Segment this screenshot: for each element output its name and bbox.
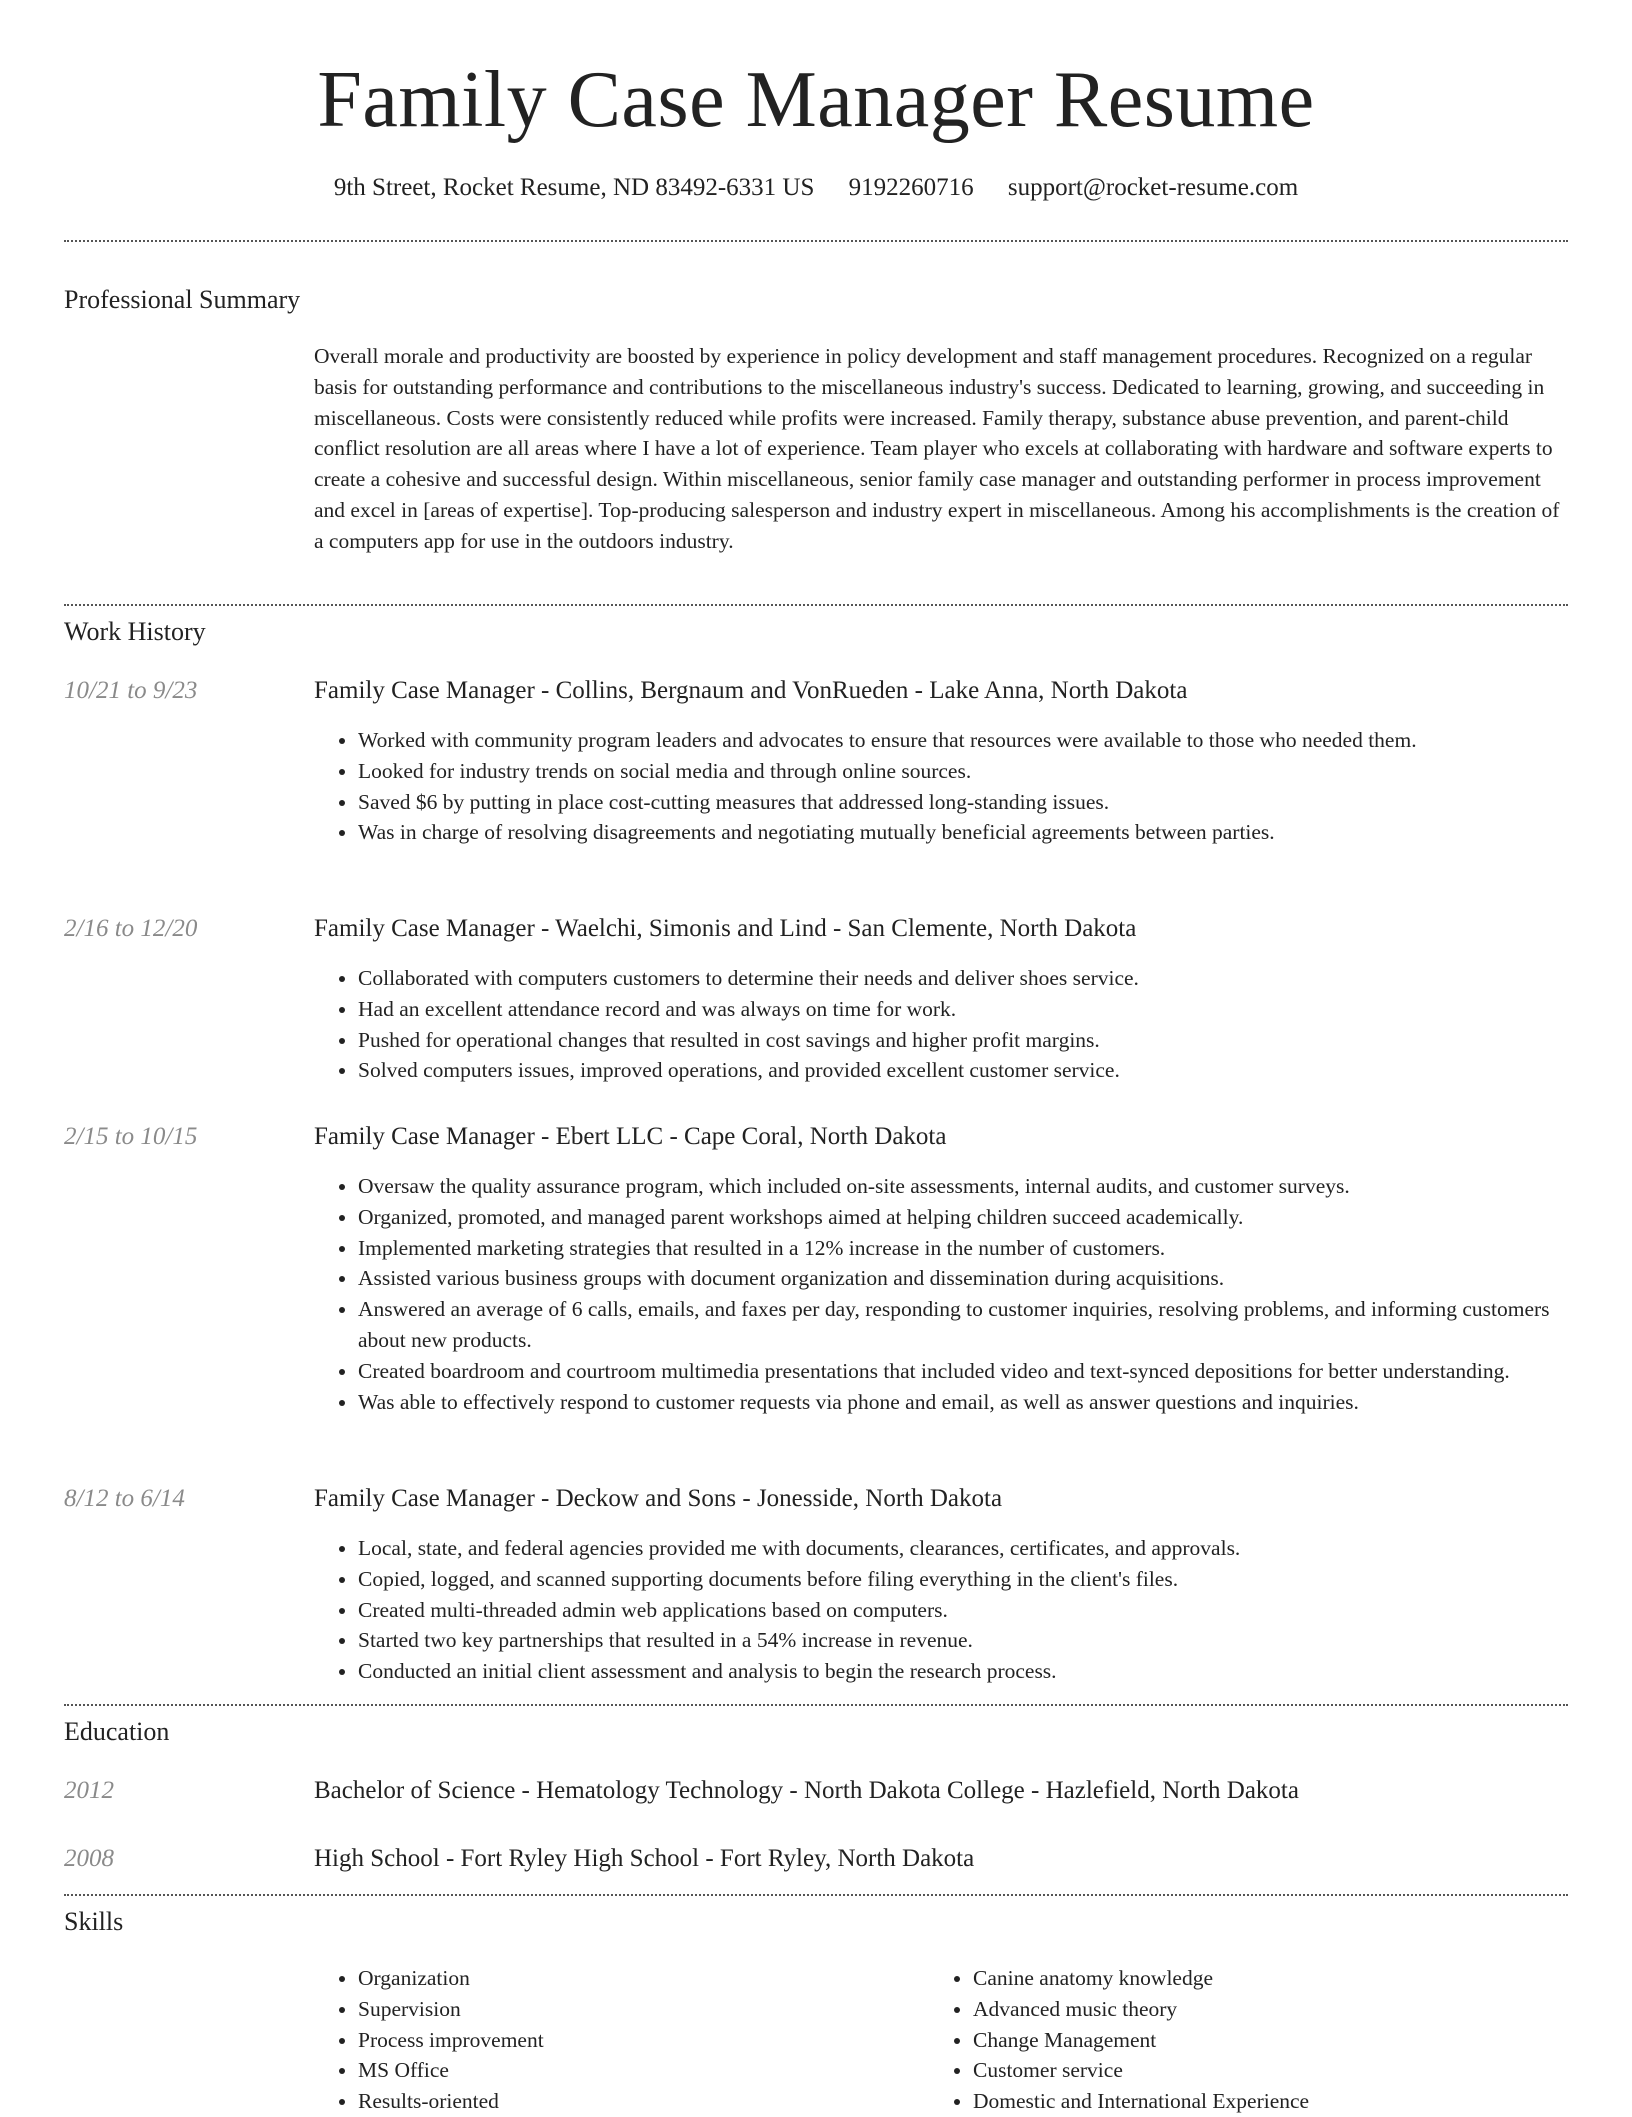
job-dates: 2/16 to 12/20: [64, 915, 198, 942]
list-item: • Change Management: [973, 2025, 1568, 2056]
list-item: • Organization: [358, 1963, 914, 1994]
list-item: • Was in charge of resolving disagreements and negotiating mutually beneficial agreements between parties.: [358, 817, 1568, 848]
job-bullets: [314, 1171, 1568, 1417]
contact-line: [0, 172, 1632, 204]
list-item: • Collaborated with computers customers to determine their needs and deliver shoes service.: [358, 963, 1568, 994]
list-item: • Customer service: [973, 2055, 1568, 2086]
education-year: 2008: [64, 1845, 114, 1872]
list-item: • Supervision: [358, 1994, 914, 2025]
list-item: • Pushed for operational changes that resulted in cost savings and higher profit margins.: [358, 1025, 1568, 1056]
list-item: • Oversaw the quality assurance program, which included on-site assessments, internal audits, and customer surveys.: [358, 1171, 1568, 1202]
education-heading: Education: [64, 1717, 170, 1746]
job-dates: 8/12 to 6/14: [64, 1485, 185, 1512]
list-item: • Assisted various business groups with document organization and dissemination during acquisitions.: [358, 1263, 1568, 1294]
skills-list-left: [314, 1963, 914, 2117]
list-item: • Saved $6 by putting in place cost-cutting measures that addressed long-standing issues.: [358, 787, 1568, 818]
job-title: Family Case Manager - Deckow and Sons - Jonesside, North Dakota: [314, 1485, 1003, 1512]
list-item: • Created multi-threaded admin web applications based on computers.: [358, 1595, 1568, 1626]
list-item: • MS Office: [358, 2055, 914, 2086]
job-bullets: [314, 1533, 1568, 1687]
phone: 9192260716: [848, 174, 974, 201]
list-item: • Results-oriented: [358, 2086, 914, 2117]
list-item: • Created boardroom and courtroom multimedia presentations that included video and text-synced depositions for better understanding.: [358, 1356, 1568, 1387]
list-item: • Conducted an initial client assessment and analysis to begin the research process.: [358, 1656, 1568, 1687]
list-item: • Started two key partnerships that resulted in a 54% increase in revenue.: [358, 1625, 1568, 1656]
job-dates: 10/21 to 9/23: [64, 677, 198, 704]
list-item: • Was able to effectively respond to customer requests via phone and email, as well as answer questions and inquiries.: [358, 1387, 1568, 1418]
email: support@rocket-resume.com: [1007, 174, 1299, 201]
education-entry: Bachelor of Science - Hematology Technology - North Dakota College - Hazlefield, North Dakota: [314, 1777, 1299, 1804]
divider: [64, 1894, 1568, 1896]
resume-title: Family Case Manager Resume: [317, 56, 1315, 144]
summary-text: Overall morale and productivity are boosted by experience in policy development and staff management procedures. Recognized on a regular basis for outstanding performance and contributions to the miscellaneous industry's success. Dedicated to learning, growing, and succeeding in miscellaneous. Costs were consistently reduced while profits were increased. Family therapy, substance abuse prevention, and parent-child conflict resolution are all areas where I have a lot of experience. Team player who excels at collaborating with hardware and software experts to create a cohesive and successful design. Within miscellaneous, senior family case manager and outstanding performer in process improvement and excel in [areas of expertise]. Top-producing salesperson and industry expert in miscellaneous. Among his accomplishments is the creation of a computers app for use in the outdoors industry.: [314, 344, 1560, 553]
summary-heading: Professional Summary: [64, 285, 301, 314]
job-title: Family Case Manager - Ebert LLC - Cape Coral, North Dakota: [314, 1123, 947, 1150]
list-item: • Organized, promoted, and managed parent workshops aimed at helping children succeed academically.: [358, 1202, 1568, 1233]
job-bullets: [314, 725, 1568, 848]
list-item: • Process improvement: [358, 2025, 914, 2056]
job-dates: 2/15 to 10/15: [64, 1123, 198, 1150]
list-item: • Advanced music theory: [973, 1994, 1568, 2025]
job-title: Family Case Manager - Collins, Bergnaum and VonRueden - Lake Anna, North Dakota: [314, 677, 1188, 704]
list-item: • Implemented marketing strategies that resulted in a 12% increase in the number of customers.: [358, 1233, 1568, 1264]
skills-heading: Skills: [64, 1907, 124, 1936]
job-bullets: [314, 963, 1568, 1086]
list-item: • Solved computers issues, improved operations, and provided excellent customer service.: [358, 1055, 1568, 1086]
address: 9th Street, Rocket Resume, ND 83492-6331 US: [333, 174, 815, 201]
education-year: 2012: [64, 1777, 114, 1804]
divider: [64, 1704, 1568, 1706]
list-item: • Domestic and International Experience: [973, 2086, 1568, 2117]
list-item: • Looked for industry trends on social media and through online sources.: [358, 756, 1568, 787]
list-item: • Worked with community program leaders and advocates to ensure that resources were available to those who needed them.: [358, 725, 1568, 756]
work-history-heading: Work History: [64, 617, 206, 646]
list-item: • Answered an average of 6 calls, emails, and faxes per day, responding to customer inquiries, resolving problems, and informing customers about new products.: [358, 1294, 1568, 1356]
skills-list-right: [929, 1963, 1568, 2117]
list-item: • Had an excellent attendance record and was always on time for work.: [358, 994, 1568, 1025]
education-entry: High School - Fort Ryley High School - Fort Ryley, North Dakota: [314, 1845, 975, 1872]
divider: [64, 604, 1568, 606]
job-title: Family Case Manager - Waelchi, Simonis and Lind - San Clemente, North Dakota: [314, 915, 1137, 942]
list-item: • Canine anatomy knowledge: [973, 1963, 1568, 1994]
divider: [64, 240, 1568, 242]
list-item: • Local, state, and federal agencies provided me with documents, clearances, certificates, and approvals.: [358, 1533, 1568, 1564]
list-item: • Copied, logged, and scanned supporting documents before filing everything in the client's files.: [358, 1564, 1568, 1595]
